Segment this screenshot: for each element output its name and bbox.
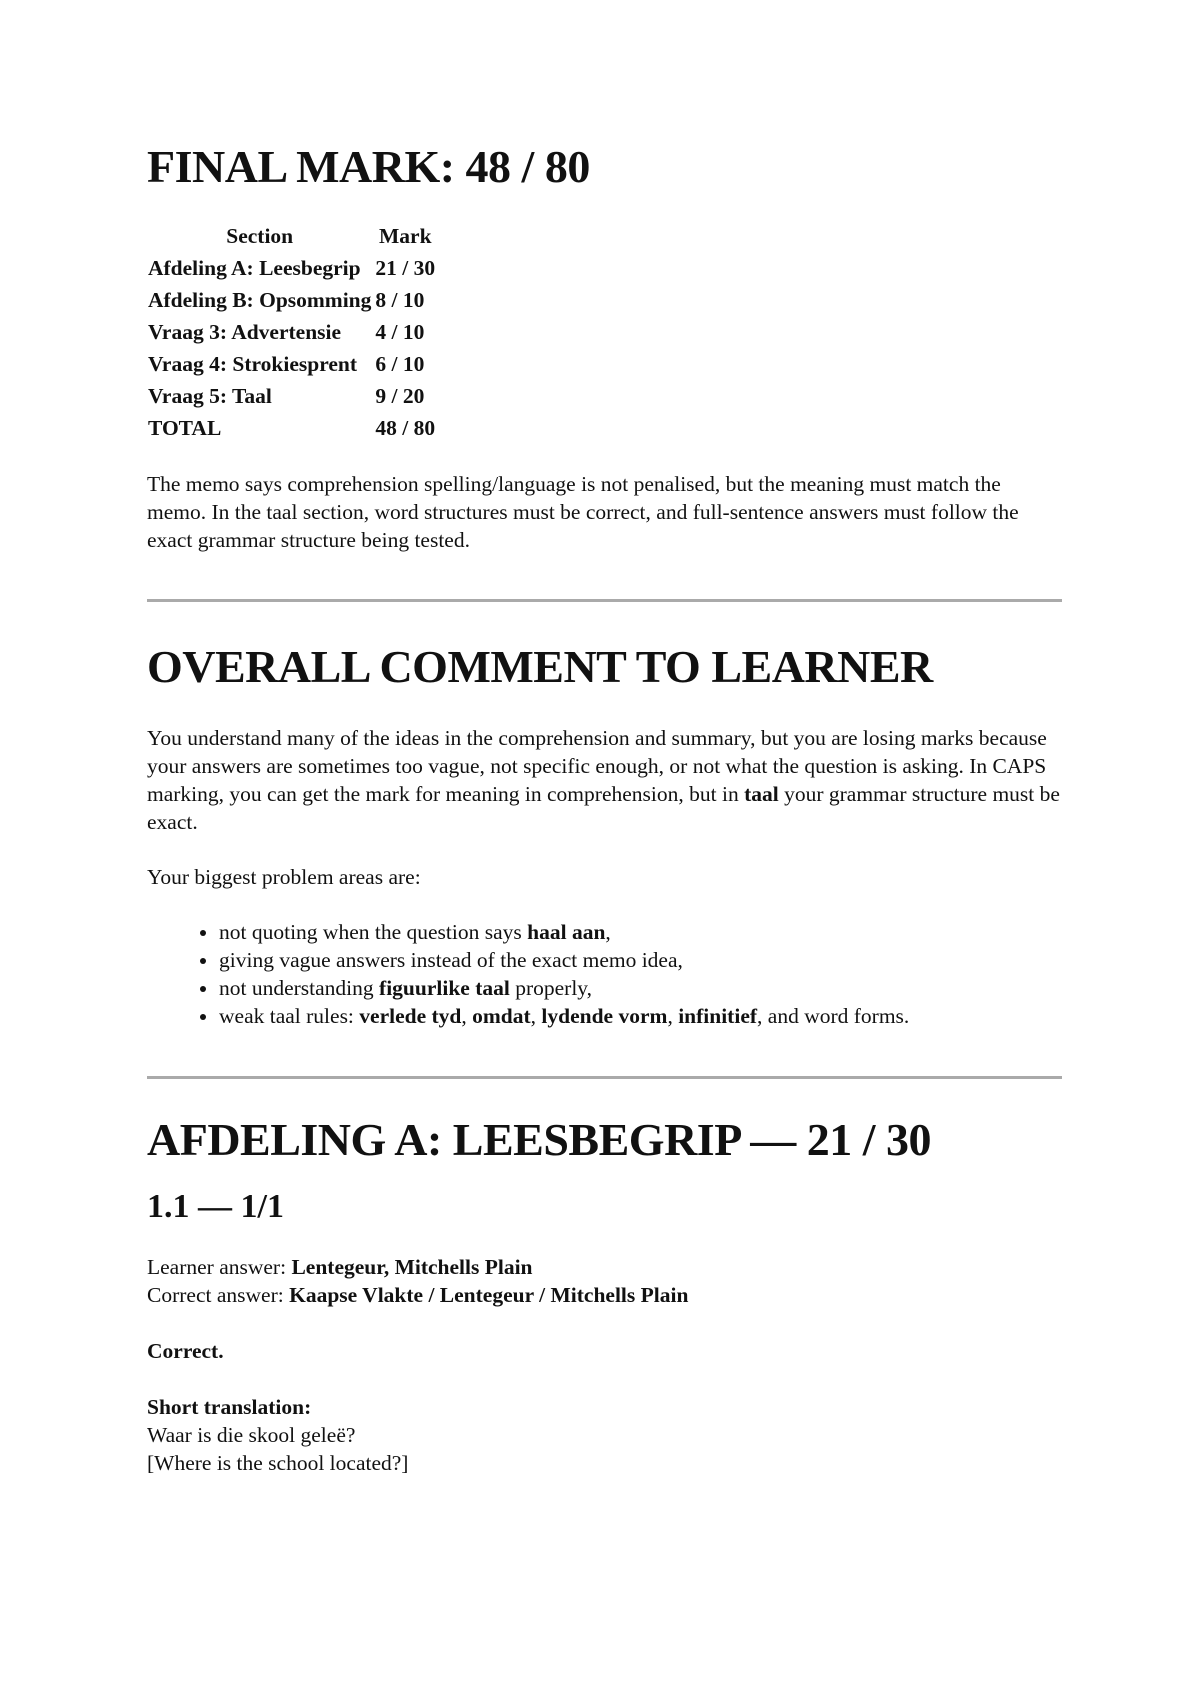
mark-cell: 4 / 10	[375, 320, 425, 344]
list-item-text: , and word forms.	[757, 1004, 910, 1028]
section-divider	[147, 599, 1062, 602]
list-item-bold: omdat	[472, 1004, 531, 1028]
memo-note: The memo says comprehension spelling/language is not penalised, but the meaning must match the memo. In the taal section, word structures must be correct, and full-sentence answers must follow the exact grammar structure being tested.	[147, 472, 1019, 552]
table-row	[147, 256, 436, 286]
section-cell: TOTAL	[148, 416, 222, 440]
correct-answer-value: Kaapse Vlakte / Lentegeur / Mitchells Plain	[289, 1283, 689, 1307]
list-item	[219, 918, 1062, 946]
afdeling-a-heading: AFDELING A: LEESBEGRIP — 21 / 30	[147, 1114, 932, 1165]
problem-list	[147, 918, 1062, 1030]
comment-text: You understand many of the ideas in the comprehension and summary, but you are losing marks because your answers are sometimes too vague, not specific enough, or not what the question is asking. In CAPS marking, you can get the mark for meaning in comprehension, but in	[147, 726, 1047, 806]
list-item-text: weak taal rules:	[219, 1004, 360, 1028]
correct-answer-line	[147, 1281, 1062, 1309]
mark-cell: 21 / 30	[375, 256, 436, 280]
comment-text: your grammar structure must be exact.	[147, 782, 1060, 834]
table-row-total	[147, 416, 436, 446]
list-item-bold: infinitief	[678, 1004, 758, 1028]
section-cell: Afdeling A: Leesbegrip	[148, 256, 361, 280]
list-item-text: properly,	[509, 976, 593, 1000]
document-page	[147, 140, 1062, 1477]
list-item-text: not quoting when the question says	[219, 920, 528, 944]
list-item-bold: haal aan	[527, 920, 606, 944]
learner-answer-value: Lentegeur, Mitchells Plain	[291, 1255, 533, 1279]
verdict	[147, 1337, 1062, 1365]
mark-column-header: Mark	[378, 224, 432, 248]
verdict-text: Correct.	[147, 1339, 224, 1363]
list-item-text: not understanding	[219, 976, 380, 1000]
correct-answer-label: Correct answer:	[147, 1283, 290, 1307]
list-item-bold: lydende vorm	[541, 1004, 668, 1028]
learner-answer-line	[147, 1253, 1062, 1281]
section-cell: Vraag 5: Taal	[148, 384, 272, 408]
list-item	[219, 1002, 1062, 1030]
section-column-header: Section	[226, 224, 294, 248]
section-cell: Vraag 3: Advertensie	[148, 320, 342, 344]
table-row	[147, 320, 436, 350]
mark-cell: 6 / 10	[375, 352, 425, 376]
problem-intro: Your biggest problem areas are:	[147, 865, 421, 889]
list-item-bold: verlede tyd	[359, 1004, 462, 1028]
table-row	[147, 288, 436, 318]
translation-afrikaans: Waar is die skool geleë?	[147, 1423, 356, 1447]
final-mark-heading: FINAL MARK: 48 / 80	[147, 141, 590, 192]
table-header-row	[147, 224, 436, 254]
list-item-text: ,	[461, 1004, 473, 1028]
list-item-bold: figuurlike taal	[379, 976, 510, 1000]
comment-bold-text: taal	[744, 782, 779, 806]
mark-cell: 9 / 20	[375, 384, 425, 408]
learner-answer-label: Learner answer:	[147, 1255, 292, 1279]
table-row	[147, 352, 436, 382]
mark-cell: 48 / 80	[375, 416, 436, 440]
overall-comment-heading: OVERALL COMMENT TO LEARNER	[147, 641, 933, 692]
overall-comment-paragraph	[147, 724, 1062, 836]
list-item-text: ,	[605, 920, 611, 944]
translation-english: [Where is the school located?]	[147, 1451, 409, 1475]
section-cell: Vraag 4: Strokiesprent	[148, 352, 358, 376]
section-cell: Afdeling B: Opsomming	[148, 288, 372, 312]
table-row	[147, 384, 436, 414]
section-divider	[147, 1076, 1062, 1079]
translation-label: Short translation:	[147, 1395, 312, 1419]
question-heading: 1.1 — 1/1	[147, 1188, 284, 1225]
list-item-text: giving vague answers instead of the exact memo idea,	[219, 948, 683, 972]
list-item	[219, 946, 1062, 974]
list-item-text: ,	[530, 1004, 542, 1028]
list-item-text: ,	[667, 1004, 679, 1028]
translation-label-line	[147, 1393, 1062, 1421]
list-item	[219, 974, 1062, 1002]
mark-cell: 8 / 10	[375, 288, 425, 312]
marks-table	[145, 222, 438, 448]
